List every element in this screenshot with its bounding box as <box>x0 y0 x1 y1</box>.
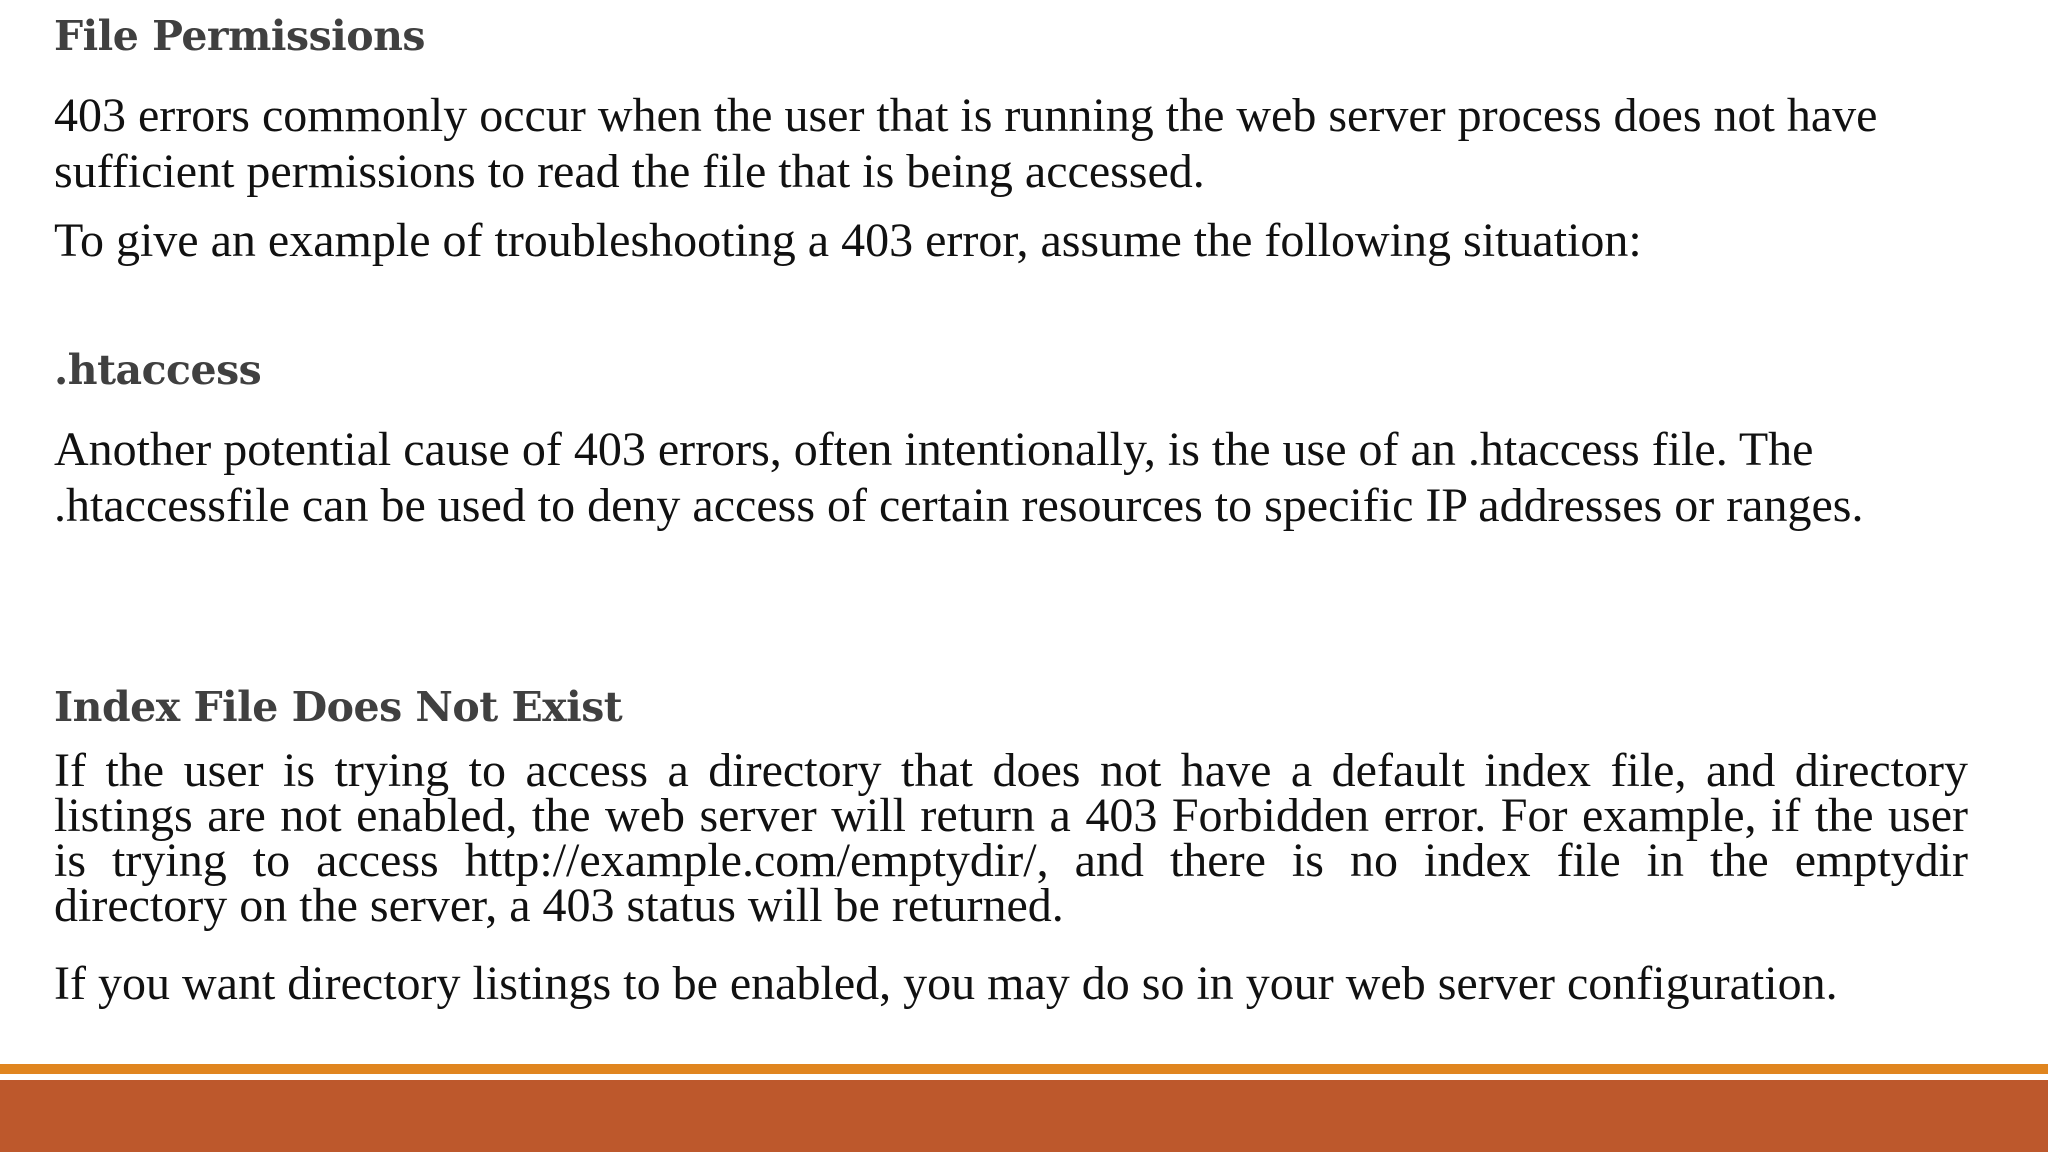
paragraph-index-file-1: If the user is trying to access a directory that does not have a default index file, and directory listings are not enabled, the web server will return a 403 Forbidden error. For example, if the user is trying to access http://example.com/emptydir/, and there is no index file in the emptydir directory on the server, a 403 status will be returned. <box>54 744 1968 932</box>
heading-index-file: Index File Does Not Exist <box>54 683 623 731</box>
paragraph-file-permissions-1: 403 errors commonly occur when the user that is running the web server process does not have sufficient permissions to read the file that is being accessed. <box>54 89 1878 198</box>
heading-file-permissions: File Permissions <box>54 12 425 60</box>
paragraph-file-permissions-2: To give an example of troubleshooting a 403 error, assume the following situation: <box>54 214 1642 267</box>
paragraph-index-file-2: If you want directory listings to be enabled, you may do so in your web server configuration. <box>54 957 1838 1010</box>
heading-htaccess: .htaccess <box>54 346 262 394</box>
paragraph-htaccess-1: Another potential cause of 403 errors, often intentionally, is the use of an .htaccess file. The .htaccessfile can be used to deny access of certain resources to specific IP addresses or ranges. <box>54 423 1864 532</box>
footer-bar <box>0 1080 2048 1152</box>
footer-accent-line <box>0 1064 2048 1074</box>
